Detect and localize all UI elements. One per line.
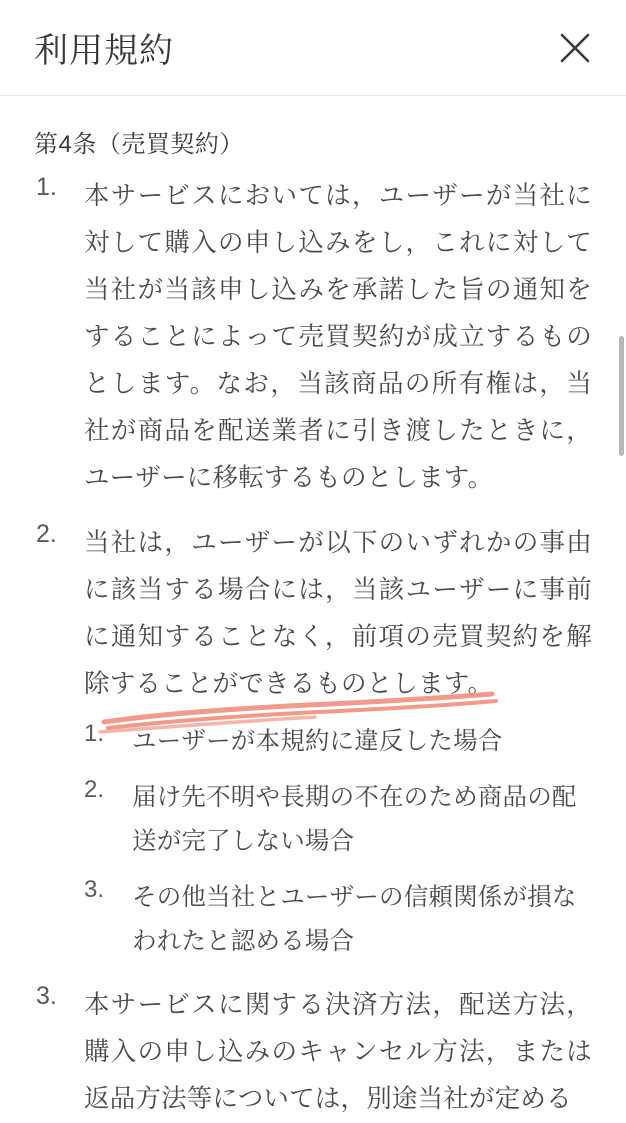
list-item — [34, 520, 592, 964]
list-marker: 3. — [36, 982, 57, 1010]
list-item-text: 当社は，ユーザーが以下のいずれかの事由に該当する場合には，当該ユーザーに事前に通知することなく，前項の売買契約を解除することができるものとします。 — [84, 529, 592, 698]
list-marker: 1. — [36, 173, 57, 201]
close-icon — [558, 31, 592, 65]
page-title: 利用規約 — [34, 32, 174, 70]
scrollbar[interactable] — [619, 336, 624, 756]
list-item — [84, 776, 592, 864]
terms-scroll-area[interactable] — [0, 96, 626, 1113]
terms-sublist — [84, 720, 592, 964]
list-item-text: 届け先不明や長期の不在のため商品の配送が完了しない場合 — [132, 784, 577, 855]
list-item-text: ユーザーが本規約に違反した場合 — [132, 728, 503, 755]
list-marker: 2. — [84, 776, 105, 803]
list-item — [34, 173, 592, 502]
close-button[interactable] — [552, 25, 598, 71]
scrollbar-thumb[interactable] — [619, 336, 624, 456]
list-marker: 1. — [84, 720, 105, 747]
list-marker: 2. — [36, 520, 57, 548]
list-item-text: その他当社とユーザーの信頼関係が損なわれたと認める場合 — [132, 884, 577, 955]
list-item — [34, 982, 592, 1123]
section-heading: 第4条（売買契約） — [34, 131, 244, 158]
list-item — [84, 720, 592, 764]
terms-list — [34, 173, 592, 1123]
list-marker: 3. — [84, 876, 105, 903]
list-item-text: 本サービスに関する決済方法，配送方法，購入の申し込みのキャンセル方法，または返品方法等については，別途当社が定める — [84, 991, 592, 1113]
list-item — [84, 876, 592, 964]
list-item-text: 本サービスにおいては，ユーザーが当社に対して購入の申し込みをし，これに対して当社が当該申し込みを承諾した旨の通知をすることによって売買契約が成立するものとします。なお，当該商品の所有権は，当社が商品を配送業者に引き渡したときに，ユーザーに移転するものとします。 — [84, 182, 592, 492]
dialog-header — [0, 0, 626, 96]
